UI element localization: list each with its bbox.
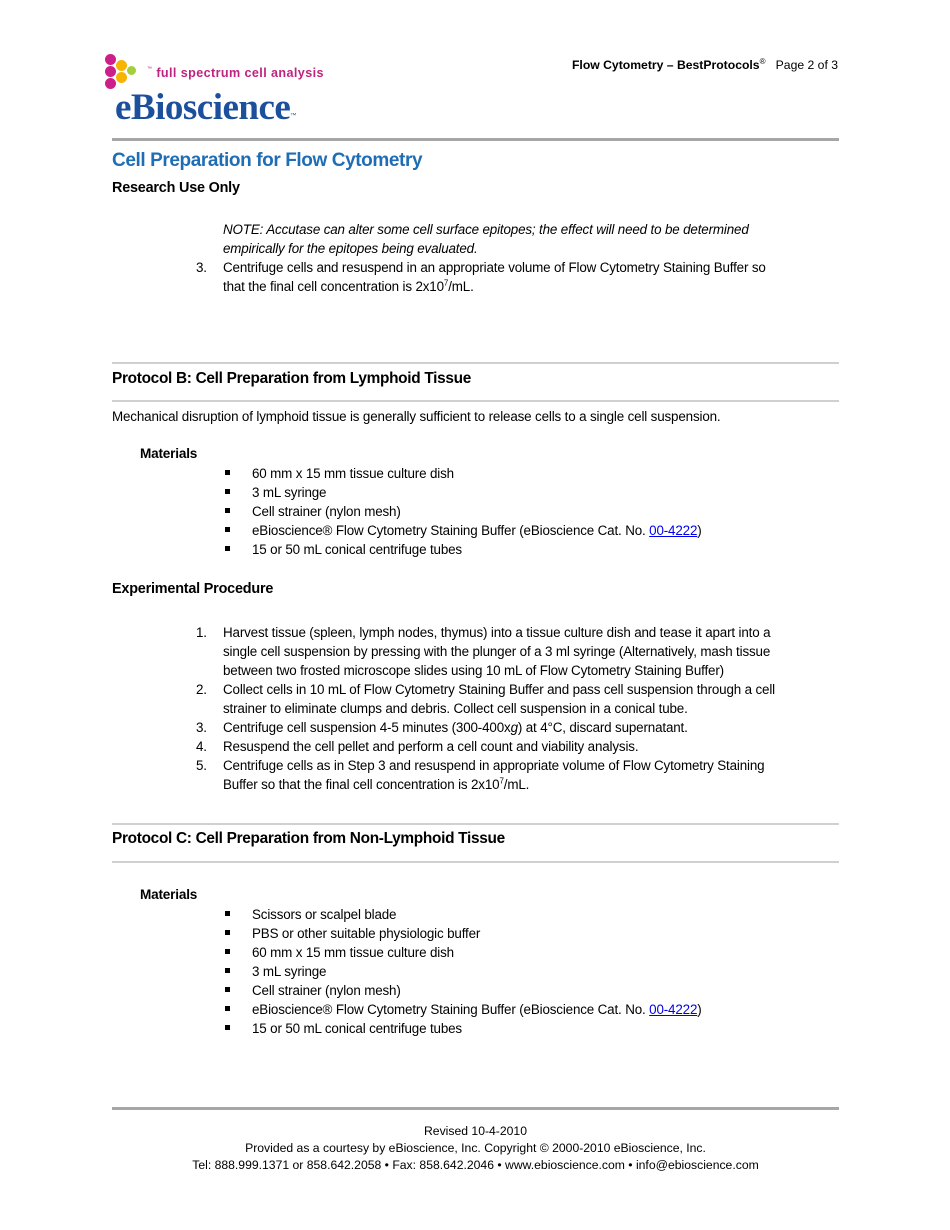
registered-mark: ® bbox=[759, 57, 766, 66]
section-rule-bottom bbox=[112, 400, 839, 402]
material-item: Scissors or scalpel blade bbox=[252, 907, 397, 922]
exponent: 7 bbox=[499, 776, 504, 786]
material-item: PBS or other suitable physiologic buffer bbox=[252, 926, 481, 941]
text: eBioscience® Flow Cytometry Staining Buffer (eBioscience Cat. No. bbox=[252, 1002, 650, 1017]
text: g bbox=[510, 720, 518, 735]
page-number: Page 2 of 3 bbox=[775, 58, 838, 73]
bullet-icon bbox=[225, 930, 230, 935]
step-line: Resuspend the cell pellet and perform a cell count and viability analysis. bbox=[223, 739, 639, 754]
materials-heading: Materials bbox=[140, 887, 198, 902]
text: /mL. bbox=[503, 777, 530, 792]
step-number: 2. bbox=[196, 682, 207, 697]
step-line: between two frosted microscope slides using 10 mL of Flow Cytometry Staining Buffer) bbox=[223, 663, 724, 678]
logo-dot-icon bbox=[105, 66, 116, 77]
bullet-icon bbox=[225, 470, 230, 475]
step-number: 1. bbox=[196, 625, 207, 640]
step-line bbox=[223, 718, 688, 737]
running-header bbox=[572, 57, 838, 72]
bullet-icon bbox=[225, 527, 230, 532]
catalog-link[interactable]: 00-4222 bbox=[649, 1002, 698, 1017]
exponent: 7 bbox=[443, 278, 449, 288]
text: Buffer so that the final cell concentration is 2x10 bbox=[223, 777, 500, 792]
logo-dot-icon bbox=[127, 66, 136, 75]
material-item: 15 or 50 mL conical centrifuge tubes bbox=[252, 542, 462, 557]
step-number: 3. bbox=[196, 720, 207, 735]
section-rule-top bbox=[112, 823, 839, 825]
logo-dot-icon bbox=[116, 60, 127, 71]
step-number: 5. bbox=[196, 758, 207, 773]
section-rule-bottom bbox=[112, 861, 839, 863]
step-number: 3. bbox=[196, 260, 207, 275]
step-line bbox=[223, 775, 529, 794]
bullet-icon bbox=[225, 968, 230, 973]
footer-copyright: Provided as a courtesy by eBioscience, Inc. Copyright © 2000-2010 eBioscience, Inc. bbox=[245, 1141, 706, 1155]
material-item: 3 mL syringe bbox=[252, 964, 327, 979]
step-number: 4. bbox=[196, 739, 207, 754]
brand-text: eBioscience bbox=[115, 87, 291, 128]
footer-rule bbox=[112, 1107, 839, 1110]
text: ) bbox=[697, 1002, 702, 1017]
page-subtitle: Research Use Only bbox=[112, 180, 240, 196]
text: Centrifuge cell suspension 4-5 minutes (300-400x bbox=[223, 720, 511, 735]
step-line: Harvest tissue (spleen, lymph nodes, thymus) into a tissue culture dish and tease it apart into a bbox=[223, 625, 771, 640]
materials-heading: Materials bbox=[140, 446, 198, 461]
step-line: strainer to eliminate clumps and debris. Collect cell suspension in a conical tube. bbox=[223, 701, 688, 716]
footer-contact: Tel: 888.999.1371 or 858.642.2058 • Fax: 858.642.2046 • www.ebioscience.com • info@ebioscience.com bbox=[192, 1158, 759, 1172]
material-item: 60 mm x 15 mm tissue culture dish bbox=[252, 466, 454, 481]
header-rule bbox=[112, 138, 839, 141]
material-item: 3 mL syringe bbox=[252, 485, 327, 500]
procedure-heading: Experimental Procedure bbox=[112, 581, 274, 597]
bullet-icon bbox=[225, 911, 230, 916]
bullet-icon bbox=[225, 1025, 230, 1030]
logo-wordmark bbox=[115, 88, 296, 128]
logo-dot-icon bbox=[105, 54, 116, 65]
note-line-2: empirically for the epitopes being evaluated. bbox=[223, 241, 478, 256]
step-3-line-2 bbox=[223, 277, 474, 296]
material-item bbox=[252, 521, 702, 540]
material-item: 60 mm x 15 mm tissue culture dish bbox=[252, 945, 454, 960]
catalog-link[interactable]: 00-4222 bbox=[649, 523, 698, 538]
doc-title: Flow Cytometry – BestProtocols bbox=[571, 58, 760, 73]
brand-tm: ™ bbox=[290, 113, 296, 119]
footer-revised: Revised 10-4-2010 bbox=[424, 1124, 527, 1138]
bullet-icon bbox=[225, 489, 230, 494]
step-3-line-1: Centrifuge cells and resuspend in an appropriate volume of Flow Cytometry Staining Buffer so bbox=[223, 260, 766, 275]
protocol-b-heading: Protocol B: Cell Preparation from Lymphoid Tissue bbox=[112, 370, 472, 387]
material-item: 15 or 50 mL conical centrifuge tubes bbox=[252, 1021, 462, 1036]
tagline-tm: ™ bbox=[147, 66, 153, 72]
ebioscience-logo bbox=[105, 54, 335, 134]
bullet-icon bbox=[225, 1006, 230, 1011]
bullet-icon bbox=[225, 508, 230, 513]
text: eBioscience® Flow Cytometry Staining Buffer (eBioscience Cat. No. bbox=[252, 523, 650, 538]
step-line: Centrifuge cells as in Step 3 and resuspend in appropriate volume of Flow Cytometry Staining bbox=[223, 758, 765, 773]
logo-dot-icon bbox=[116, 72, 127, 83]
protocol-c-heading: Protocol C: Cell Preparation from Non-Lymphoid Tissue bbox=[112, 830, 505, 847]
note-line-1: NOTE: Accutase can alter some cell surface epitopes; the effect will need to be determined bbox=[223, 222, 749, 237]
step-line: single cell suspension by pressing with the plunger of a 3 ml syringe (Alternatively, mash tissue bbox=[223, 644, 771, 659]
material-item: Cell strainer (nylon mesh) bbox=[252, 504, 401, 519]
material-item bbox=[252, 1000, 702, 1019]
section-rule-top bbox=[112, 362, 839, 364]
page-title: Cell Preparation for Flow Cytometry bbox=[112, 150, 423, 171]
text: /mL. bbox=[448, 279, 474, 294]
material-item: Cell strainer (nylon mesh) bbox=[252, 983, 401, 998]
text: that the final cell concentration is 2x10 bbox=[223, 279, 444, 294]
logo-tagline bbox=[147, 66, 324, 80]
tagline-text: full spectrum cell analysis bbox=[156, 66, 324, 80]
protocol-b-intro: Mechanical disruption of lymphoid tissue is generally sufficient to release cells to a single cell suspension. bbox=[112, 409, 721, 424]
bullet-icon bbox=[225, 949, 230, 954]
text: ) at 4°C, discard supernatant. bbox=[517, 720, 688, 735]
bullet-icon bbox=[225, 546, 230, 551]
step-line: Collect cells in 10 mL of Flow Cytometry Staining Buffer and pass cell suspension through a cell bbox=[223, 682, 776, 697]
bullet-icon bbox=[225, 987, 230, 992]
text: ) bbox=[697, 523, 702, 538]
